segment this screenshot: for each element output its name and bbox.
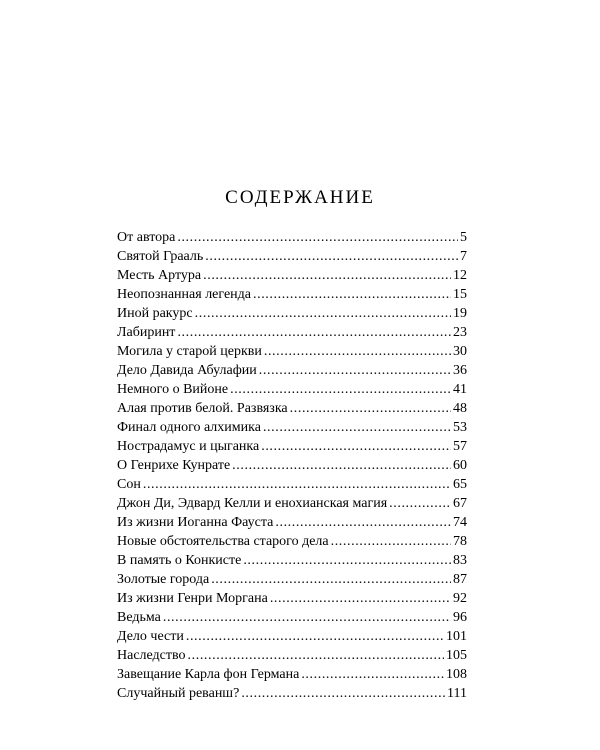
toc-entry-page-number: 53 bbox=[453, 420, 467, 435]
toc-entry bbox=[117, 684, 467, 703]
toc-entry-title: Финал одного алхимика bbox=[117, 420, 261, 435]
toc-entry-page-number: 96 bbox=[453, 610, 467, 625]
toc-entry bbox=[117, 608, 467, 627]
toc-entry-title: Месть Артура bbox=[117, 268, 202, 283]
toc-entry-title: Святой Грааль bbox=[117, 249, 204, 264]
toc-entry-page-number: 7 bbox=[460, 249, 467, 264]
toc-entry-title: Случайный реванш? bbox=[117, 686, 240, 701]
toc-entry bbox=[117, 247, 467, 266]
toc-entry-title: Алая против белой. Развязка bbox=[117, 401, 288, 416]
toc-entry-page-number: 36 bbox=[453, 363, 467, 378]
dot-leader bbox=[253, 285, 451, 304]
toc-entry-page-number: 67 bbox=[453, 496, 467, 511]
dot-leader bbox=[264, 342, 451, 361]
toc-entry bbox=[117, 380, 467, 399]
toc-entry-title: О Генрихе Кунрате bbox=[117, 458, 231, 473]
toc-entry-page-number: 78 bbox=[453, 534, 467, 549]
toc-entry-title: От автора bbox=[117, 230, 176, 245]
dot-leader bbox=[203, 266, 451, 285]
dot-leader bbox=[186, 627, 444, 646]
dot-leader bbox=[331, 532, 451, 551]
toc-entry bbox=[117, 627, 467, 646]
toc-entry-page-number: 15 bbox=[453, 287, 467, 302]
dot-leader bbox=[205, 247, 458, 266]
toc-entry bbox=[117, 475, 467, 494]
toc-entry-page-number: 41 bbox=[453, 382, 467, 397]
toc-entry-page-number: 48 bbox=[453, 401, 467, 416]
dot-leader bbox=[177, 228, 458, 247]
toc-entry-title: Сон bbox=[117, 477, 141, 492]
toc-entry-page-number: 65 bbox=[453, 477, 467, 492]
dot-leader bbox=[301, 665, 444, 684]
toc-entry bbox=[117, 418, 467, 437]
dot-leader bbox=[290, 399, 451, 418]
toc-entry bbox=[117, 551, 467, 570]
toc-entry-page-number: 87 bbox=[453, 572, 467, 587]
toc-entry bbox=[117, 266, 467, 285]
toc-entry-title: Дело чести bbox=[117, 629, 184, 644]
toc-entry-title: Наследство bbox=[117, 648, 186, 663]
toc-entry bbox=[117, 532, 467, 551]
toc-entry-title: Нострадамус и цыганка bbox=[117, 439, 260, 454]
toc-entry bbox=[117, 304, 467, 323]
toc-entry bbox=[117, 285, 467, 304]
toc-entry bbox=[117, 646, 467, 665]
toc-entry-page-number: 5 bbox=[460, 230, 467, 245]
table-of-contents bbox=[117, 228, 467, 703]
toc-entry-title: В память о Конкисте bbox=[117, 553, 242, 568]
dot-leader bbox=[259, 361, 451, 380]
toc-entry bbox=[117, 228, 467, 247]
toc-entry-title: Иной ракурс bbox=[117, 306, 193, 321]
dot-leader bbox=[241, 684, 445, 703]
toc-entry-title: Новые обстоятельства старого дела bbox=[117, 534, 329, 549]
toc-entry bbox=[117, 494, 467, 513]
toc-entry bbox=[117, 437, 467, 456]
toc-entry-page-number: 23 bbox=[453, 325, 467, 340]
toc-entry bbox=[117, 323, 467, 342]
dot-leader bbox=[389, 494, 451, 513]
toc-entry-title: Джон Ди, Эдвард Келли и енохианская магия bbox=[117, 496, 388, 511]
dot-leader bbox=[261, 437, 451, 456]
toc-entry bbox=[117, 342, 467, 361]
dot-leader bbox=[232, 456, 451, 475]
toc-entry-page-number: 19 bbox=[453, 306, 467, 321]
toc-entry-title: Дело Давида Абулафии bbox=[117, 363, 257, 378]
toc-entry-title: Ведьма bbox=[117, 610, 161, 625]
dot-leader bbox=[188, 646, 444, 665]
toc-entry-title: Из жизни Иоганна Фауста bbox=[117, 515, 274, 530]
toc-entry-title: Немного о Вийоне bbox=[117, 382, 229, 397]
toc-entry-page-number: 108 bbox=[446, 667, 467, 682]
toc-entry bbox=[117, 361, 467, 380]
toc-entry-page-number: 74 bbox=[453, 515, 467, 530]
dot-leader bbox=[243, 551, 451, 570]
toc-entry-title: Неопознанная легенда bbox=[117, 287, 251, 302]
toc-entry-page-number: 105 bbox=[446, 648, 467, 663]
dot-leader bbox=[275, 513, 451, 532]
toc-entry-title: Завещание Карла фон Германа bbox=[117, 667, 300, 682]
dot-leader bbox=[143, 475, 451, 494]
toc-entry bbox=[117, 570, 467, 589]
dot-leader bbox=[230, 380, 451, 399]
dot-leader bbox=[270, 589, 451, 608]
toc-entry-page-number: 111 bbox=[447, 686, 467, 701]
toc-entry-title: Лабиринт bbox=[117, 325, 176, 340]
toc-entry-page-number: 57 bbox=[453, 439, 467, 454]
dot-leader bbox=[163, 608, 451, 627]
toc-entry-page-number: 30 bbox=[453, 344, 467, 359]
toc-entry-page-number: 12 bbox=[453, 268, 467, 283]
toc-entry-page-number: 83 bbox=[453, 553, 467, 568]
toc-entry-page-number: 101 bbox=[446, 629, 467, 644]
toc-entry-title: Из жизни Генри Моргана bbox=[117, 591, 268, 606]
dot-leader bbox=[263, 418, 451, 437]
toc-entry-title: Золотые города bbox=[117, 572, 210, 587]
toc-entry bbox=[117, 456, 467, 475]
dot-leader bbox=[195, 304, 451, 323]
dot-leader bbox=[177, 323, 451, 342]
dot-leader bbox=[211, 570, 451, 589]
toc-entry bbox=[117, 399, 467, 418]
toc-entry-page-number: 92 bbox=[453, 591, 467, 606]
page-title: СОДЕРЖАНИЕ bbox=[225, 187, 375, 208]
toc-entry-page-number: 60 bbox=[453, 458, 467, 473]
toc-entry bbox=[117, 665, 467, 684]
toc-entry-title: Могила у старой церкви bbox=[117, 344, 262, 359]
toc-entry bbox=[117, 513, 467, 532]
toc-entry bbox=[117, 589, 467, 608]
